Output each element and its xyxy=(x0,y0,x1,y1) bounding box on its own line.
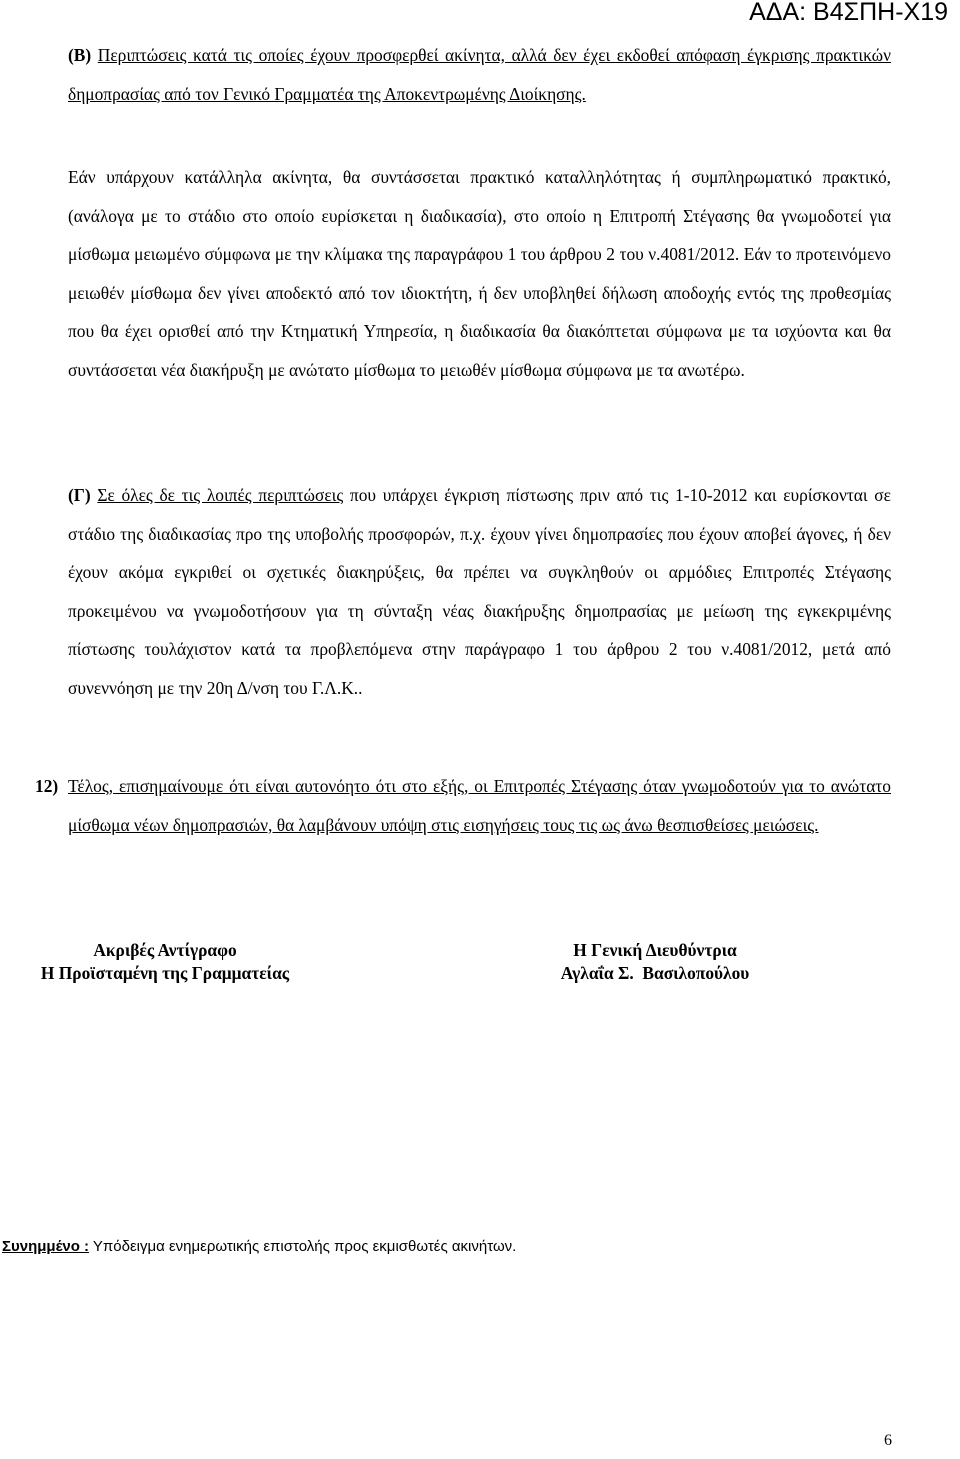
signature-left xyxy=(0,939,330,985)
signature-right-line2: Αγλαΐα Σ. Βασιλοπούλου xyxy=(560,963,750,983)
page-number: 6 xyxy=(884,1432,892,1449)
section-g-label: (Γ) xyxy=(68,485,91,505)
ada-code: ΑΔΑ: Β4ΣΠΗ-Χ19 xyxy=(749,0,948,26)
signature-right-line1: Η Γενική Διευθύντρια xyxy=(573,940,737,960)
signature-left-line1: Ακριβές Αντίγραφο xyxy=(93,940,237,960)
item-12-text: Τέλος, επισημαίνουμε ότι είναι αυτονόητο ότι στο εξής, οι Επιτροπές Στέγασης όταν γνωμοδοτούν για το ανώτατο μίσθωμα νέων δημοπρασιών, θα λαμβάνουν υπόψη στις εισηγήσεις τους τις ως άνω θεσπισθείσες μειώσεις. xyxy=(68,776,891,835)
attachment-note xyxy=(2,1237,516,1257)
attachment-label: Συνημμένο : xyxy=(2,1238,90,1255)
item-12-number: 12) xyxy=(35,776,59,796)
signature-left-line2: Η Προϊσταμένη της Γραμματείας xyxy=(40,963,290,983)
section-g-heading: Σε όλες δε τις λοιπές περιπτώσεις xyxy=(97,485,344,505)
signature-right xyxy=(520,939,790,985)
section-b-heading: Περιπτώσεις κατά τις οποίες έχουν προσφερθεί ακίνητα, αλλά δεν έχει εκδοθεί απόφαση έγκρισης πρακτικών δημοπρασίας από τον Γενικό Γραμματέα της Αποκεντρωμένης Διοίκησης. xyxy=(68,45,891,104)
attachment-text: Υπόδειγμα ενημερωτικής επιστολής προς εκμισθωτές ακινήτων. xyxy=(89,1238,517,1255)
main-paragraph: Εάν υπάρχουν κατάλληλα ακίνητα, θα συντάσσεται πρακτικό καταλληλότητας ή συμπληρωματικό πρακτικό, (ανάλογα με το στάδιο στο οποίο ευρίσκεται η διαδικασία), στο οποίο η Επιτροπή Στέγασης θα γνωμοδοτεί για μίσθωμα μειωμένο σύμφωνα με την κλίμακα της παραγράφου 1 του άρθρου 2 του ν.4081/2012. Εάν το προτεινόμενο μειωθέν μίσθωμα δεν γίνει αποδεκτό από τον ιδιοκτήτη, ή δεν υποβληθεί δήλωση αποδοχής εντός της προθεσμίας που θα έχει ορισθεί από την Κτηματική Υπηρεσία, η διαδικασία θα διακόπτεται σύμφωνα με τα ισχύοντα και θα συντάσσεται νέα διακήρυξη με ανώτατο μίσθωμα το μειωθέν μίσθωμα σύμφωνα με τα ανωτέρω. xyxy=(68,167,891,380)
section-b-paragraph xyxy=(68,36,891,113)
section-g-text: που υπάρχει έγκριση πίστωσης πριν από τις 1-10-2012 και ευρίσκονται σε στάδιο της διαδικασίας προ της υποβολής προσφορών, π.χ. έχουν γίνει δημοπρασίες που έχουν αποβεί άγονες, ή δεν έχουν ακόμα εγκριθεί οι σχετικές διακηρύξεις, θα πρέπει να συγκληθούν οι αρμόδιες Επιτροπές Στέγασης προκειμένου να γνωμοδοτήσουν για τη σύνταξη νέας διακήρυξης δημοπρασίας με μείωση της εγκεκριμένης πίστωσης τουλάχιστον κατά τα προβλεπόμενα στην παράγραφο 1 του άρθρου 2 του ν.4081/2012, μετά από συνεννόηση με την 20η Δ/νση του Γ.Λ.Κ.. xyxy=(68,485,891,698)
section-b-label: (Β) xyxy=(68,45,92,65)
section-g-paragraph xyxy=(68,476,891,707)
